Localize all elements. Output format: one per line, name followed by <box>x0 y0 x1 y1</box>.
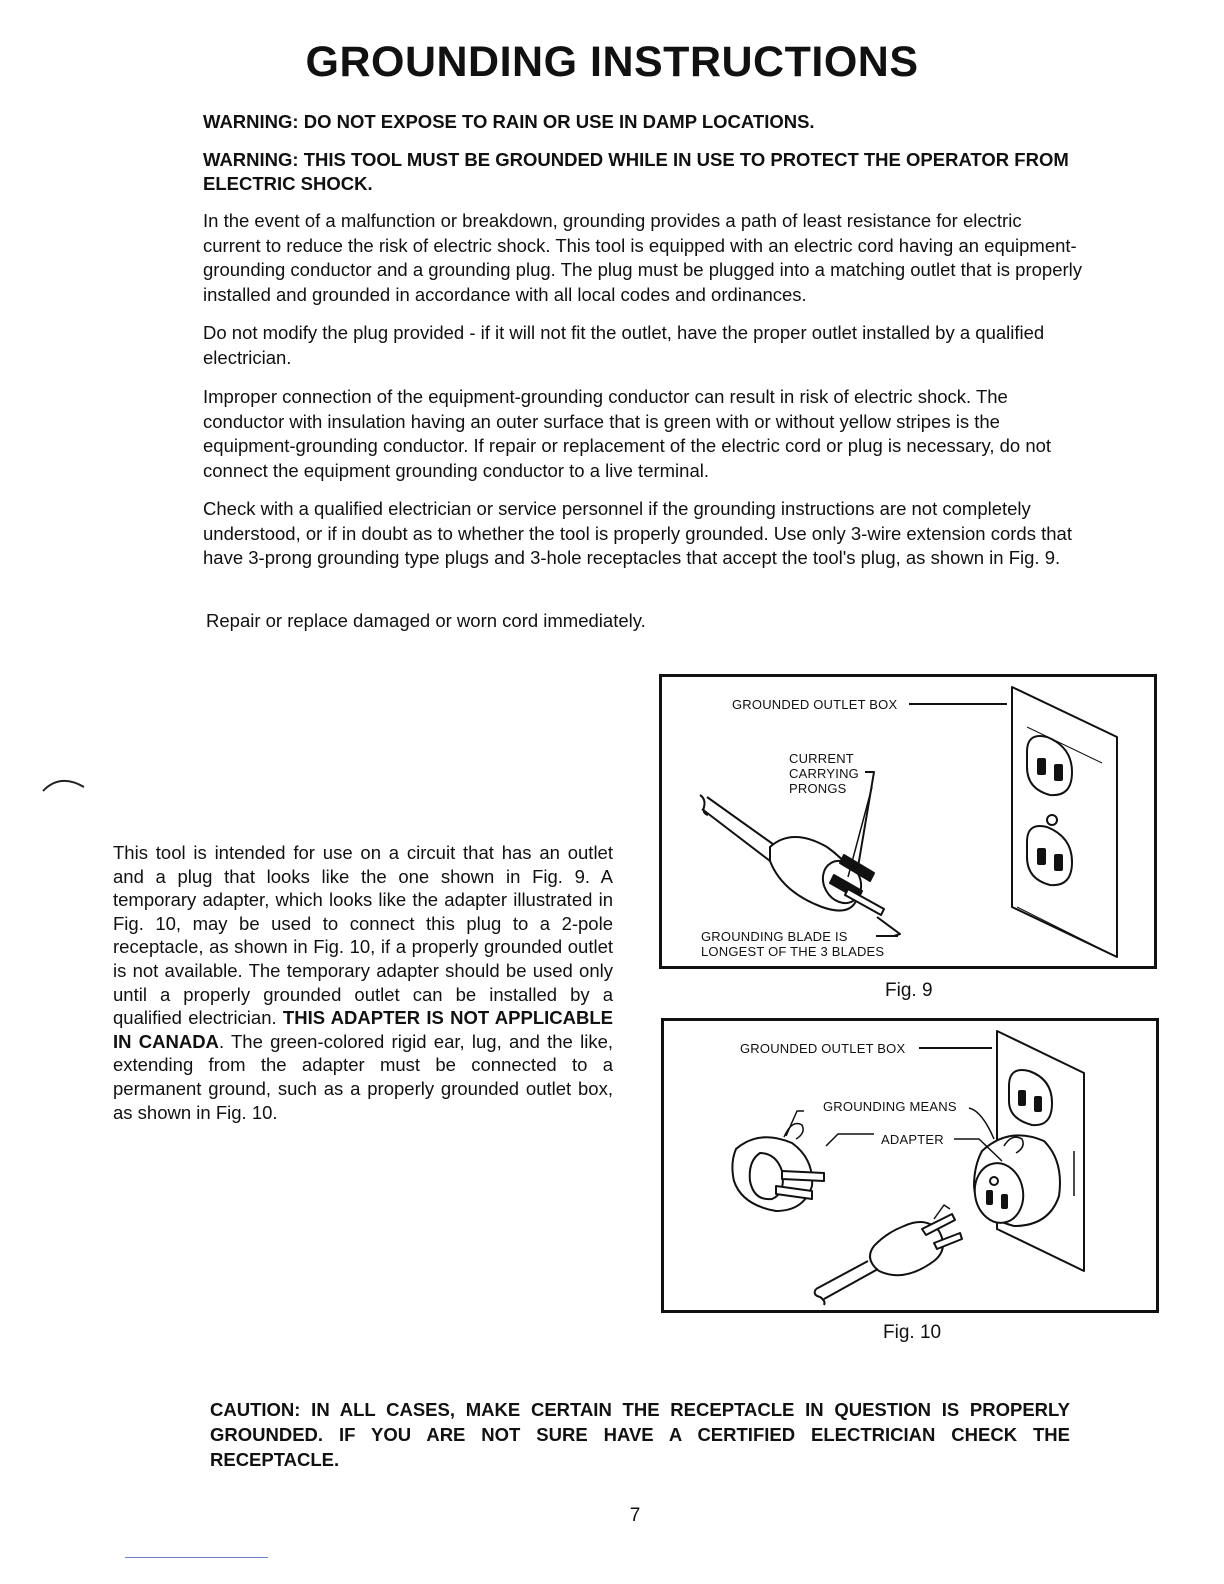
figure-10-temporary-adapter <box>661 1018 1159 1313</box>
fig10-drawing <box>664 1021 1156 1310</box>
scan-mark-arc <box>40 775 90 795</box>
fig10-label-outlet-box: GROUNDED OUTLET BOX <box>740 1041 906 1056</box>
paragraph-check-with-electrician: Check with a qualified electrician or service personnel if the grounding instructions are not completely understood, or if in doubt as to whether the tool is properly grounded. Use only 3-wire extension cords that have 3-prong grounding type plugs and 3-hole receptacles that accept the tool's plug, as shown in Fig. 9. <box>203 498 1072 568</box>
fig10-cord <box>824 1269 878 1299</box>
caution-notice: CAUTION: IN ALL CASES, MAKE CERTAIN THE RECEPTACLE IN QUESTION IS PROPERLY GROUNDED. IF YOU ARE NOT SURE HAVE A CERTIFIED ELECTRICIAN CHECK THE RECEPTACLE. <box>210 1399 1070 1470</box>
fig10-adapter-prong-a <box>782 1171 824 1181</box>
paragraph-improper-connection: Improper connection of the equipment-grounding conductor can result in risk of electric shock. The conductor with insulation having an outer surface that is green with or without yellow stripes is the equipment-grounding conductor. If repair or replacement of the electric cord or plug is necessary, do not connect the equipment grounding conductor to a live terminal. <box>203 386 1052 481</box>
fig9-label-outlet-box: GROUNDED OUTLET BOX <box>732 697 898 712</box>
fig10-caption: Fig. 10 <box>883 1322 942 1343</box>
warning-must-be-grounded: WARNING: THIS TOOL MUST BE GROUNDED WHILE IN USE TO PROTECT THE OPERATOR FROM ELECTRIC SHOCK. <box>203 149 1069 194</box>
page-title: GROUNDING INSTRUCTIONS <box>305 38 919 86</box>
adapter-text-part1: This tool is intended for use on a circuit that has an outlet and a plug that looks like the one shown in Fig. 9. A temporary adapter, which looks like the adapter illustrated in Fig. 10, may be used to connect this plug to a 2-pole receptacle, as shown in Fig. 10, if a properly grounded outlet is not available. The temporary adapter should be used only until a properly grounded outlet can be installed by a qualified electrician. <box>113 842 613 1029</box>
fig9-label-grounding-blade <box>701 929 884 959</box>
fig9-caption: Fig. 9 <box>885 980 933 1001</box>
paragraph-grounding-purpose: In the event of a malfunction or breakdown, grounding provides a path of least resistance for electric current to reduce the risk of electric shock. This tool is equipped with an electric cord having an equipment-grounding conductor and a grounding plug. The plug must be plugged into a matching outlet that is properly installed and grounded in accordance with all local codes and ordinances. <box>203 210 1083 305</box>
canada-adapter-notice: THIS ADAPTER IS NOT APPLICABLE IN CANADA <box>113 1007 613 1052</box>
fig10-label-adapter: ADAPTER <box>881 1132 944 1147</box>
fig9-center-screw <box>1047 815 1057 825</box>
paragraph-repair-cord: Repair or replace damaged or worn cord immediately. <box>206 610 646 631</box>
fig9-label-prongs-line2: CARRYING <box>789 766 859 781</box>
fig9-drawing <box>662 677 1154 966</box>
fig9-leader-prongs <box>858 772 874 867</box>
footer-rule <box>125 1557 268 1558</box>
fig10-grounding-ear <box>784 1124 803 1140</box>
fig9-label-prongs-line3: PRONGS <box>789 781 847 796</box>
paragraph-do-not-modify-plug: Do not modify the plug provided - if it will not fit the outlet, have the proper outlet installed by a qualified electrician. <box>203 322 1045 368</box>
fig9-label-blade-line1: GROUNDING BLADE IS <box>701 929 848 944</box>
fig10-leader-adapter <box>826 1134 874 1146</box>
adapter-text-part2: . The green-colored rigid ear, lug, and the like, extending from the adapter must be connected to a permanent ground, such as a properly grounded outlet box, as shown in Fig. 10. <box>113 1030 613 1123</box>
fig9-label-prongs-line1: CURRENT <box>789 751 854 766</box>
fig10-label-grounding-means: GROUNDING MEANS <box>823 1099 957 1114</box>
fig9-label-blade-line2: LONGEST OF THE 3 BLADES <box>701 944 885 959</box>
fig9-label-prongs <box>789 751 859 796</box>
figure-9-grounded-plug-outlet <box>659 674 1157 969</box>
adapter-instructions-text <box>113 841 613 1124</box>
warning-damp-locations: WARNING: DO NOT EXPOSE TO RAIN OR USE IN DAMP LOCATIONS. <box>203 111 815 132</box>
page-number: 7 <box>629 1505 641 1526</box>
